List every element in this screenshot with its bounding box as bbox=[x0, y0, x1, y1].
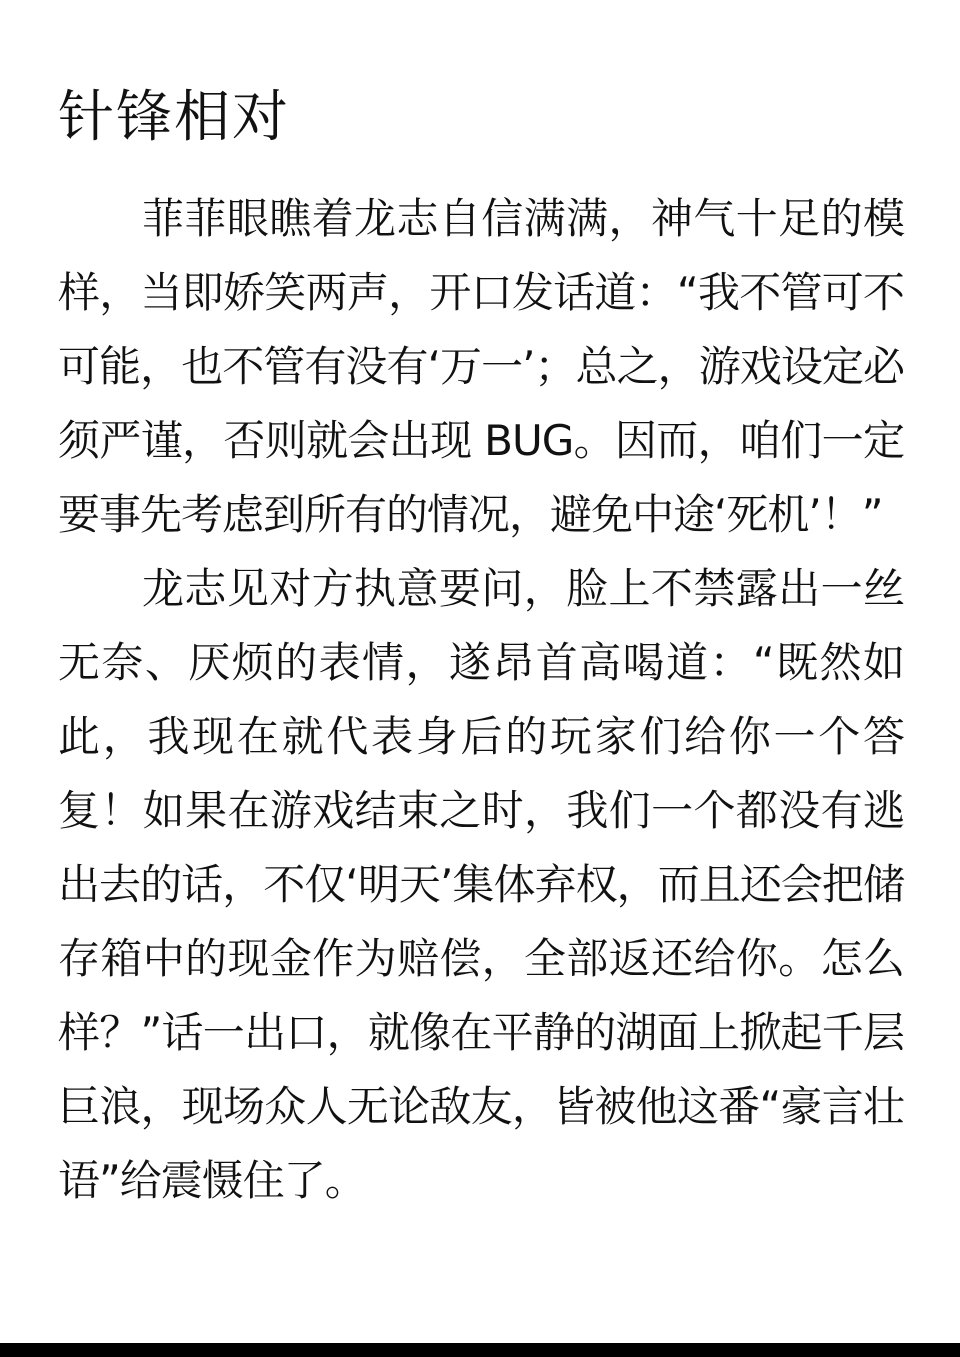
paragraph-1: 菲菲眼瞧着龙志自信满满，神气十足的模样，当即娇笑两声，开口发话道：“我不管可不可能，也不管有没有‘万一’；总之，游戏设定必须严谨，否则就会出现 BUG。因而，咱们一定要事先考虑到所有的情况，避免中途‘死机’！” bbox=[58, 194, 904, 539]
bottom-border-bar bbox=[0, 1343, 960, 1357]
document-page bbox=[58, 78, 904, 1218]
paragraph-2: 龙志见对方执意要问，脸上不禁露出一丝无奈、厌烦的表情，遂昂首高喝道：“既然如此，我现在就代表身后的玩家们给你一个答复！如果在游戏结束之时，我们一个都没有逃出去的话，不仅‘明天’集体弃权，而且还会把储存箱中的现金作为赔偿，全部返还给你。怎么样？”话一出口，就像在平静的湖面上掀起千层巨浪，现场众人无论敌友，皆被他这番“豪言壮语”给震慑住了。 bbox=[58, 564, 904, 1205]
chapter-title: 针锋相对 bbox=[58, 85, 290, 150]
